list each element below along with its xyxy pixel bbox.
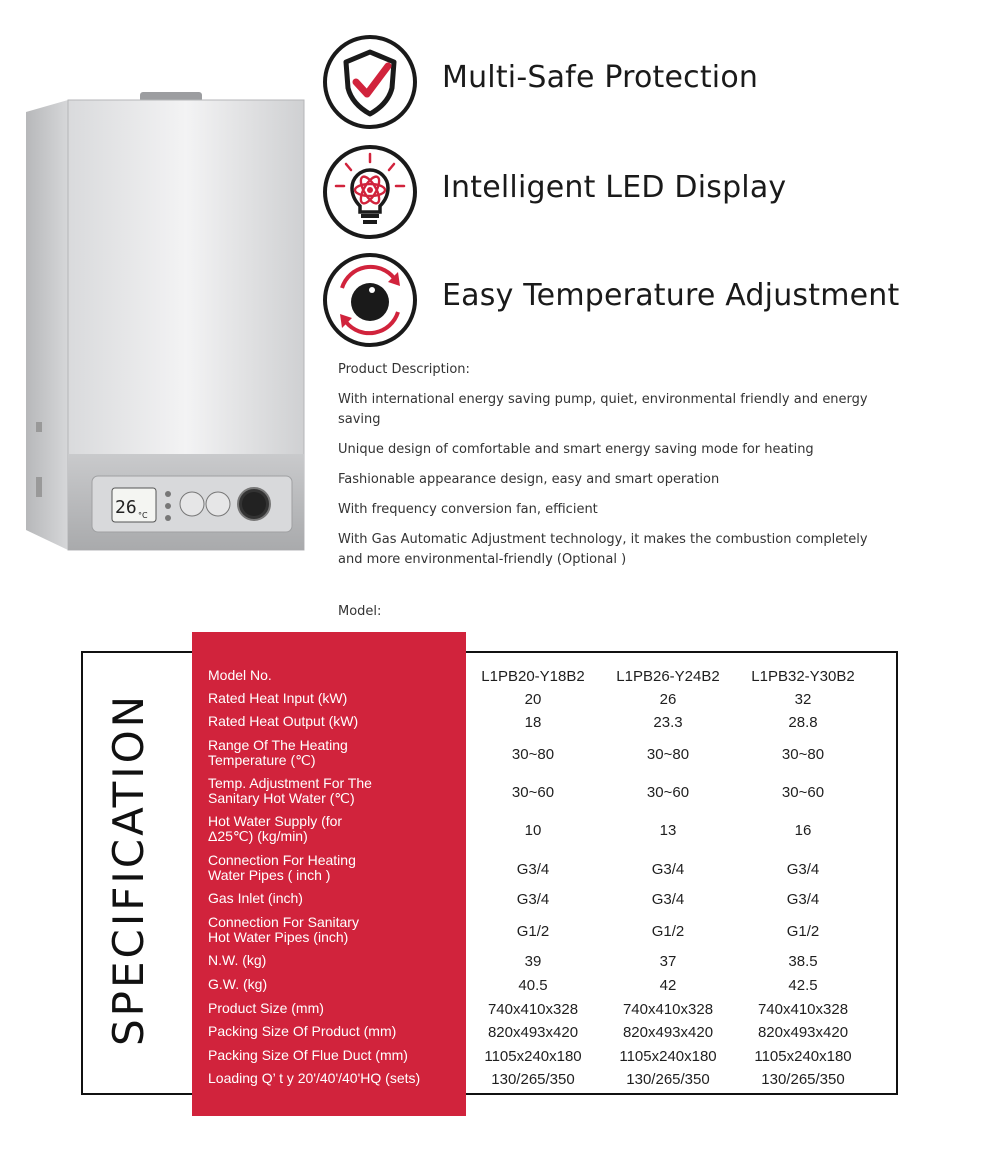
spec-value: 42.5 [788, 977, 818, 994]
spec-value: 16 [794, 822, 812, 839]
spec-label: Loading Q’ t y 20'/40'/40'HQ (sets) [208, 1070, 421, 1086]
feature-title: Easy Temperature Adjustment [442, 278, 900, 313]
spec-value: 130/265/350 [761, 1071, 845, 1088]
boiler-product-image [26, 92, 308, 552]
spec-label: Temp. Adjustment For The Sanitary Hot Water (℃) [208, 775, 372, 806]
spec-value: G3/4 [651, 891, 685, 908]
spec-value: 37 [659, 953, 677, 970]
spec-value: 30~60 [511, 784, 555, 801]
spec-value: 13 [659, 822, 677, 839]
spec-label: Product Size (mm) [208, 1000, 324, 1016]
spec-value: 28.8 [788, 714, 818, 731]
spec-label: Packing Size Of Product (mm) [208, 1023, 397, 1039]
rotating-knob-icon [322, 252, 418, 348]
spec-value: G3/4 [516, 861, 550, 878]
spec-label: Rated Heat Input (kW) [208, 690, 348, 706]
spec-value: 740x410x328 [757, 1001, 849, 1018]
atom-bulb-icon [322, 144, 418, 240]
description-line: With international energy saving pump, quiet, environmental friendly and energy saving [338, 392, 868, 427]
spec-label: Hot Water Supply (for Δ25℃) (kg/min) [208, 813, 343, 844]
spec-label: Gas Inlet (inch) [208, 890, 303, 906]
spec-value: L1PB26-Y24B2 [616, 668, 720, 685]
spec-value: 40.5 [518, 977, 548, 994]
spec-value: 26 [659, 691, 677, 708]
spec-label: Range Of The Heating Temperature (℃) [208, 737, 348, 768]
shield-check-icon [322, 34, 418, 130]
spec-value: 1105x240x180 [484, 1048, 582, 1065]
spec-label: N.W. (kg) [208, 952, 267, 968]
spec-value: G1/2 [516, 923, 550, 940]
spec-value: 130/265/350 [626, 1071, 710, 1088]
spec-label: Connection For Sanitary Hot Water Pipes (inch) [208, 914, 359, 945]
spec-value: G1/2 [786, 923, 820, 940]
spec-value: 820x493x420 [757, 1024, 849, 1041]
spec-value: L1PB32-Y30B2 [751, 668, 855, 685]
description-line: Fashionable appearance design, easy and smart operation [338, 472, 720, 487]
spec-value: 20 [524, 691, 542, 708]
spec-label: Model No. [208, 667, 272, 683]
spec-value: G3/4 [786, 891, 820, 908]
spec-value: 820x493x420 [487, 1024, 579, 1041]
spec-value: L1PB20-Y18B2 [481, 668, 585, 685]
spec-value: 18 [524, 714, 542, 731]
spec-value: G1/2 [651, 923, 685, 940]
spec-value: 30~60 [646, 784, 690, 801]
product-description [338, 360, 898, 662]
spec-label: Packing Size Of Flue Duct (mm) [208, 1047, 408, 1063]
spec-value: 30~80 [781, 746, 825, 763]
spec-value: G3/4 [516, 891, 550, 908]
spec-value: 32 [794, 691, 812, 708]
spec-value: 740x410x328 [622, 1001, 714, 1018]
boiler-display-value: 26 [115, 497, 137, 518]
description-line: With Gas Automatic Adjustment technology, it makes the combustion completely and more environmental-friendly (Optional ) [338, 532, 868, 567]
spec-value: 740x410x328 [487, 1001, 579, 1018]
spec-value: G3/4 [651, 861, 685, 878]
spec-value: 10 [524, 822, 542, 839]
spec-label: Rated Heat Output (kW) [208, 713, 359, 729]
spec-value: 30~80 [511, 746, 555, 763]
spec-value: 30~60 [781, 784, 825, 801]
spec-value: 39 [524, 953, 542, 970]
spec-label: Connection For Heating Water Pipes ( inch ) [208, 852, 356, 883]
model-label: Model: [338, 604, 382, 619]
spec-value: G3/4 [786, 861, 820, 878]
spec-value: 1105x240x180 [754, 1048, 852, 1065]
spec-value: 130/265/350 [491, 1071, 575, 1088]
spec-value: 38.5 [788, 953, 818, 970]
spec-value: 23.3 [653, 714, 683, 731]
description-line: Unique design of comfortable and smart energy saving mode for heating [338, 442, 814, 457]
spec-value: 30~80 [646, 746, 690, 763]
spec-value: 1105x240x180 [619, 1048, 717, 1065]
description-line: With frequency conversion fan, efficient [338, 502, 598, 517]
specification-title: SPECIFICATION [104, 692, 153, 1046]
spec-value: 820x493x420 [622, 1024, 714, 1041]
boiler-display-unit: °C [138, 511, 148, 520]
feature-title: Multi-Safe Protection [442, 60, 759, 95]
spec-label: G.W. (kg) [208, 976, 268, 992]
description-heading: Product Description: [338, 362, 470, 377]
spec-value: 42 [659, 977, 677, 994]
feature-title: Intelligent LED Display [442, 170, 787, 205]
